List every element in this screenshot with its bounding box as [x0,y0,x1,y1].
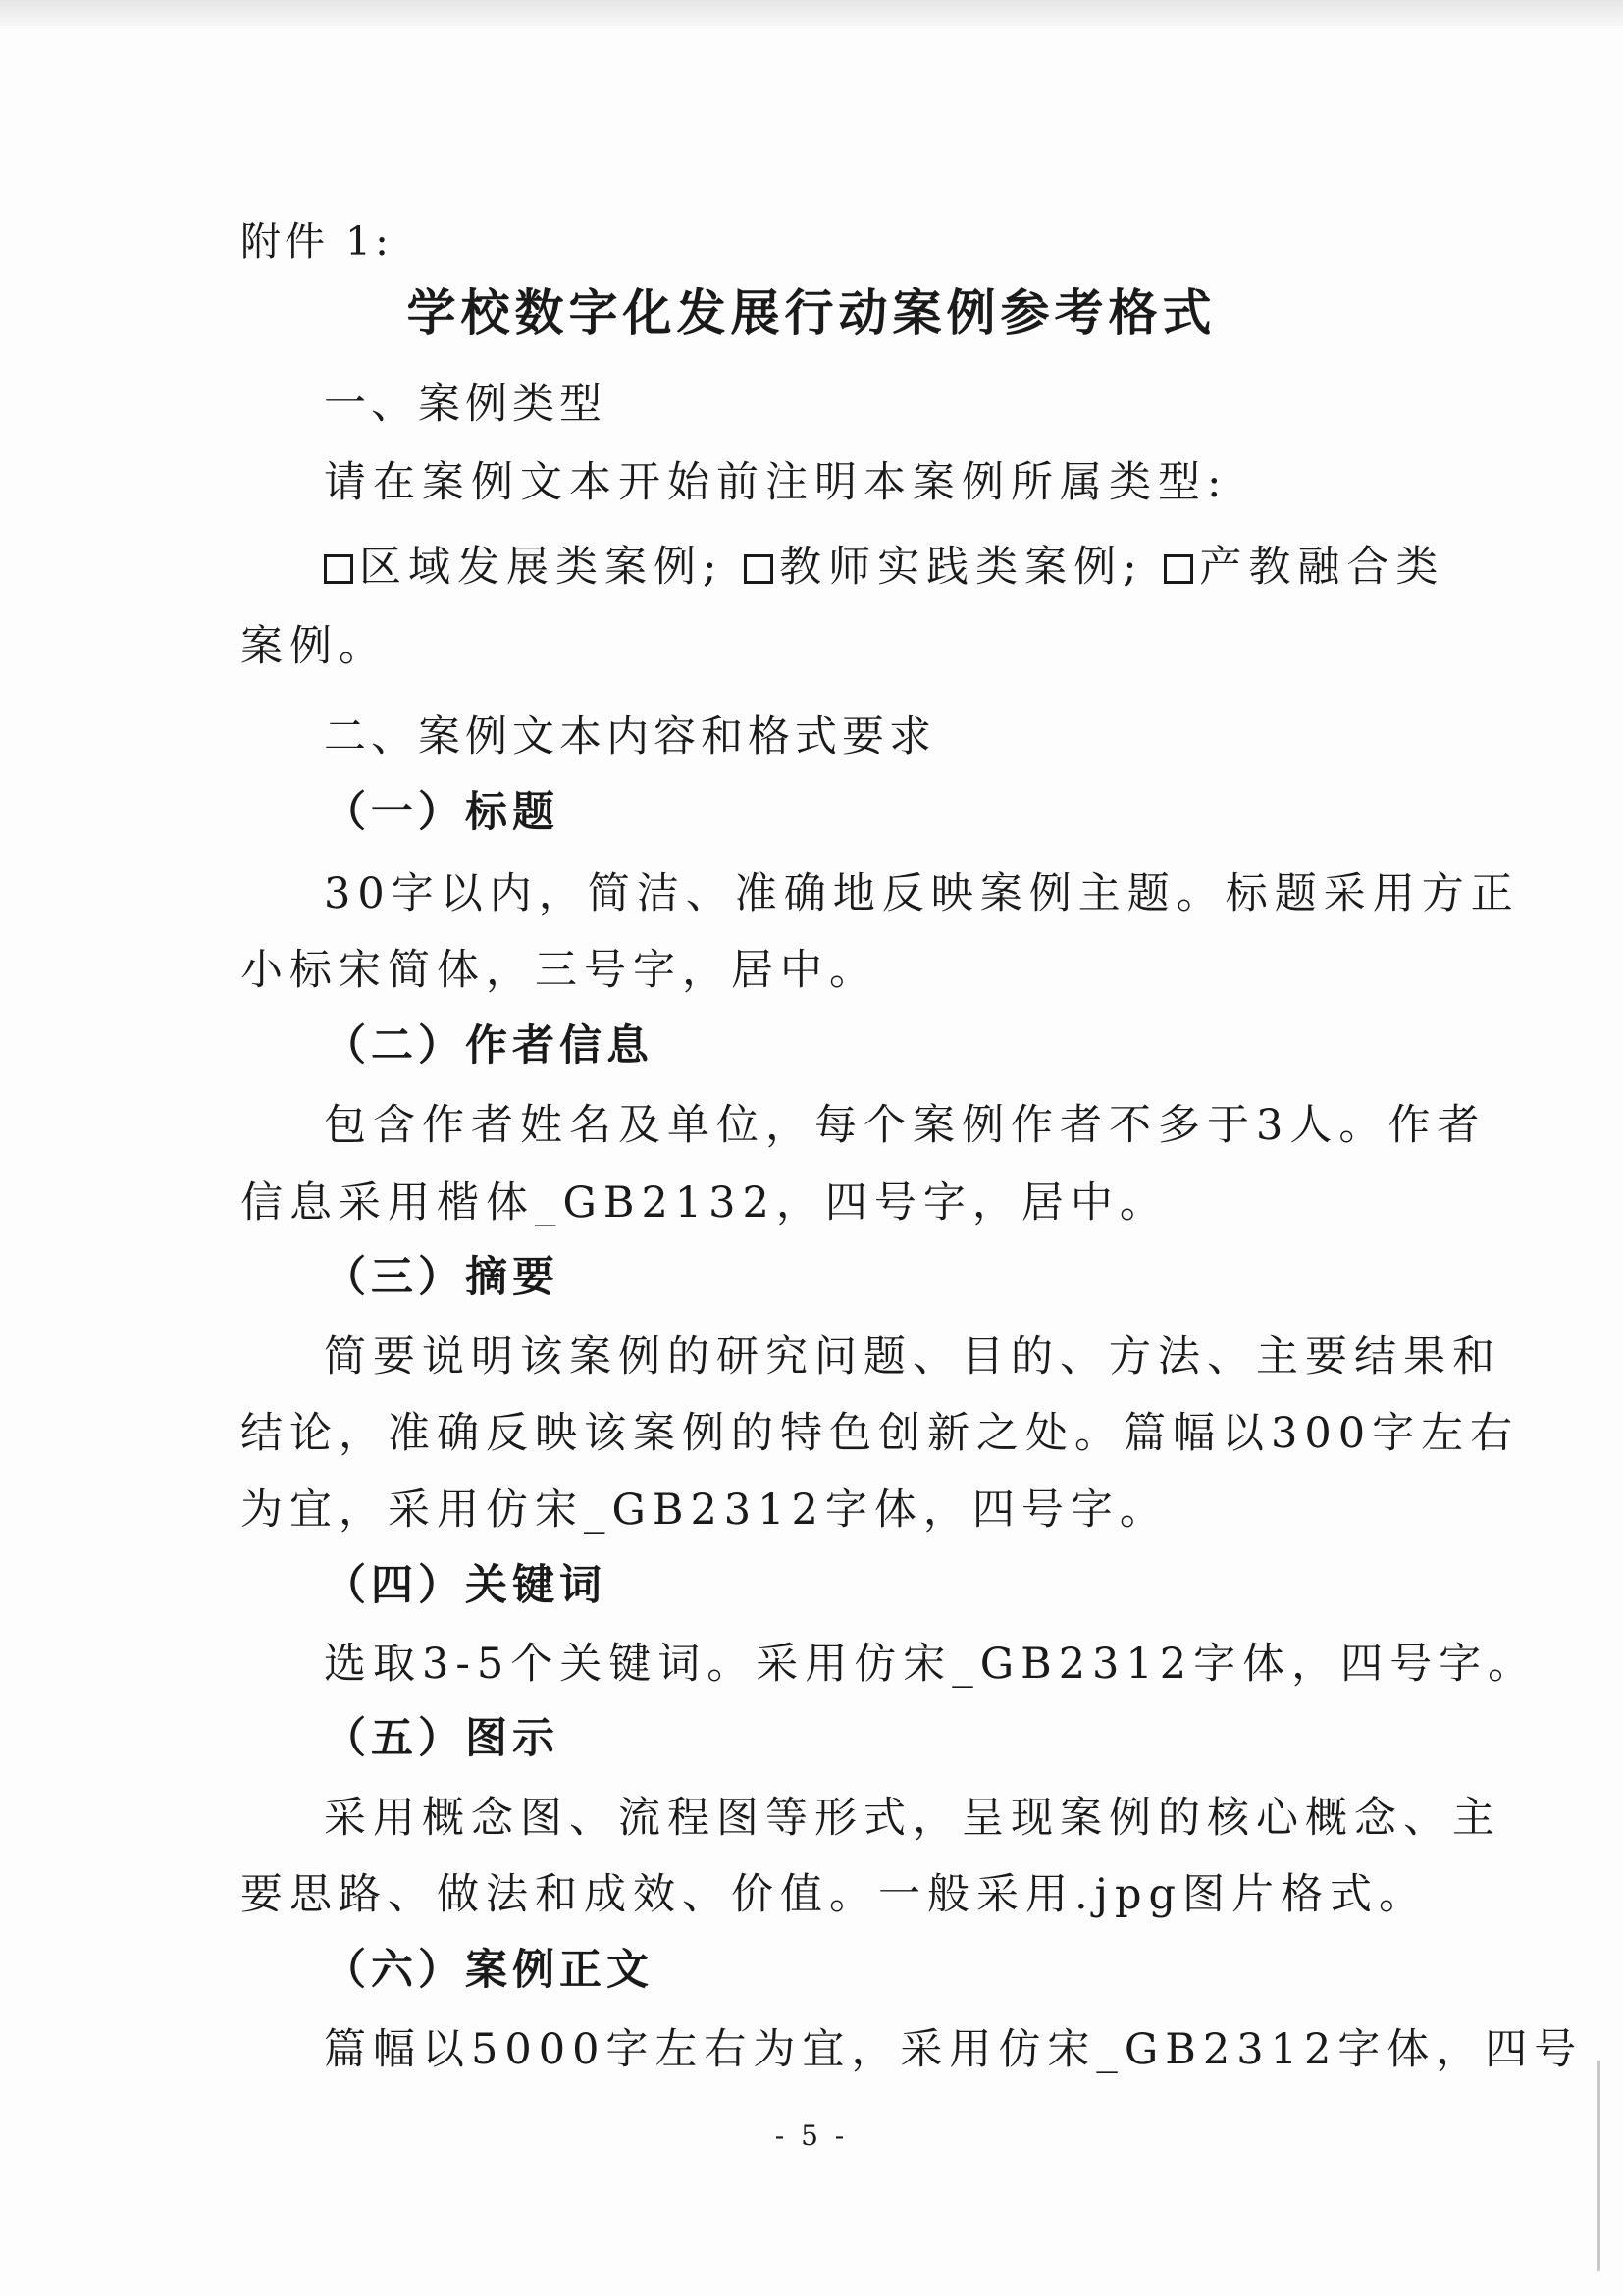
option-teacher-label: 教师实践类案例; [779,543,1144,592]
subheading-keywords: （四）关键词 [324,1561,606,1610]
paragraph-line: 信息采用楷体_GB2132，四号字，居中。 [240,1178,1169,1227]
option-continuation: 案例。 [240,622,388,671]
document-title: 学校数字化发展行动案例参考格式 [406,284,1217,341]
subheading-abstract: （三）摘要 [324,1253,559,1302]
subheading-body-text: （六）案例正文 [324,1946,654,1995]
subheading-author: （二）作者信息 [324,1021,654,1070]
paragraph-line: 简要说明该案例的研究问题、目的、方法、主要结果和 [324,1332,1501,1382]
scan-top-edge [0,0,1623,26]
case-type-options [324,534,1444,594]
option-regional-label: 区域发展类案例; [359,543,724,592]
subheading-figures: （五）图示 [324,1714,559,1763]
checkbox-industry[interactable] [1164,554,1193,584]
option-industry-label: 产教融合类 [1199,543,1445,592]
paragraph-line: 结论，准确反映该案例的特色创新之处。篇幅以300字左右 [240,1409,1520,1458]
paragraph-line: 为宜，采用仿宋_GB2312字体，四号字。 [240,1486,1169,1535]
paragraph-line: 小标宋简体，三号字，居中。 [240,946,878,995]
paragraph-line: 30字以内，简洁、准确地反映案例主题。标题采用方正 [324,869,1520,918]
subheading-title: （一）标题 [324,788,559,837]
paragraph-line: 篇幅以5000字左右为宜，采用仿宋_GB2312字体，四号 [324,2025,1584,2074]
instruction-text: 请在案例文本开始前注明本案例所属类型: [324,458,1229,507]
checkbox-teacher[interactable] [744,554,773,584]
annex-label: 附件 1: [240,218,393,265]
paragraph-line: 选取3-5个关键词。采用仿宋_GB2312字体，四号字。 [324,1640,1538,1689]
paragraph-line: 采用概念图、流程图等形式，呈现案例的核心概念、主 [324,1794,1501,1843]
scan-right-edge-mark [1597,2061,1600,2271]
section-heading-case-type: 一、案例类型 [324,380,606,429]
checkbox-regional[interactable] [324,554,353,584]
page-number: - 5 - [774,2119,849,2152]
paragraph-line: 要思路、做法和成效、价值。一般采用.jpg图片格式。 [240,1870,1429,1919]
section-heading-requirements: 二、案例文本内容和格式要求 [324,712,936,761]
paragraph-line: 包含作者姓名及单位，每个案例作者不多于3人。作者 [324,1101,1487,1150]
